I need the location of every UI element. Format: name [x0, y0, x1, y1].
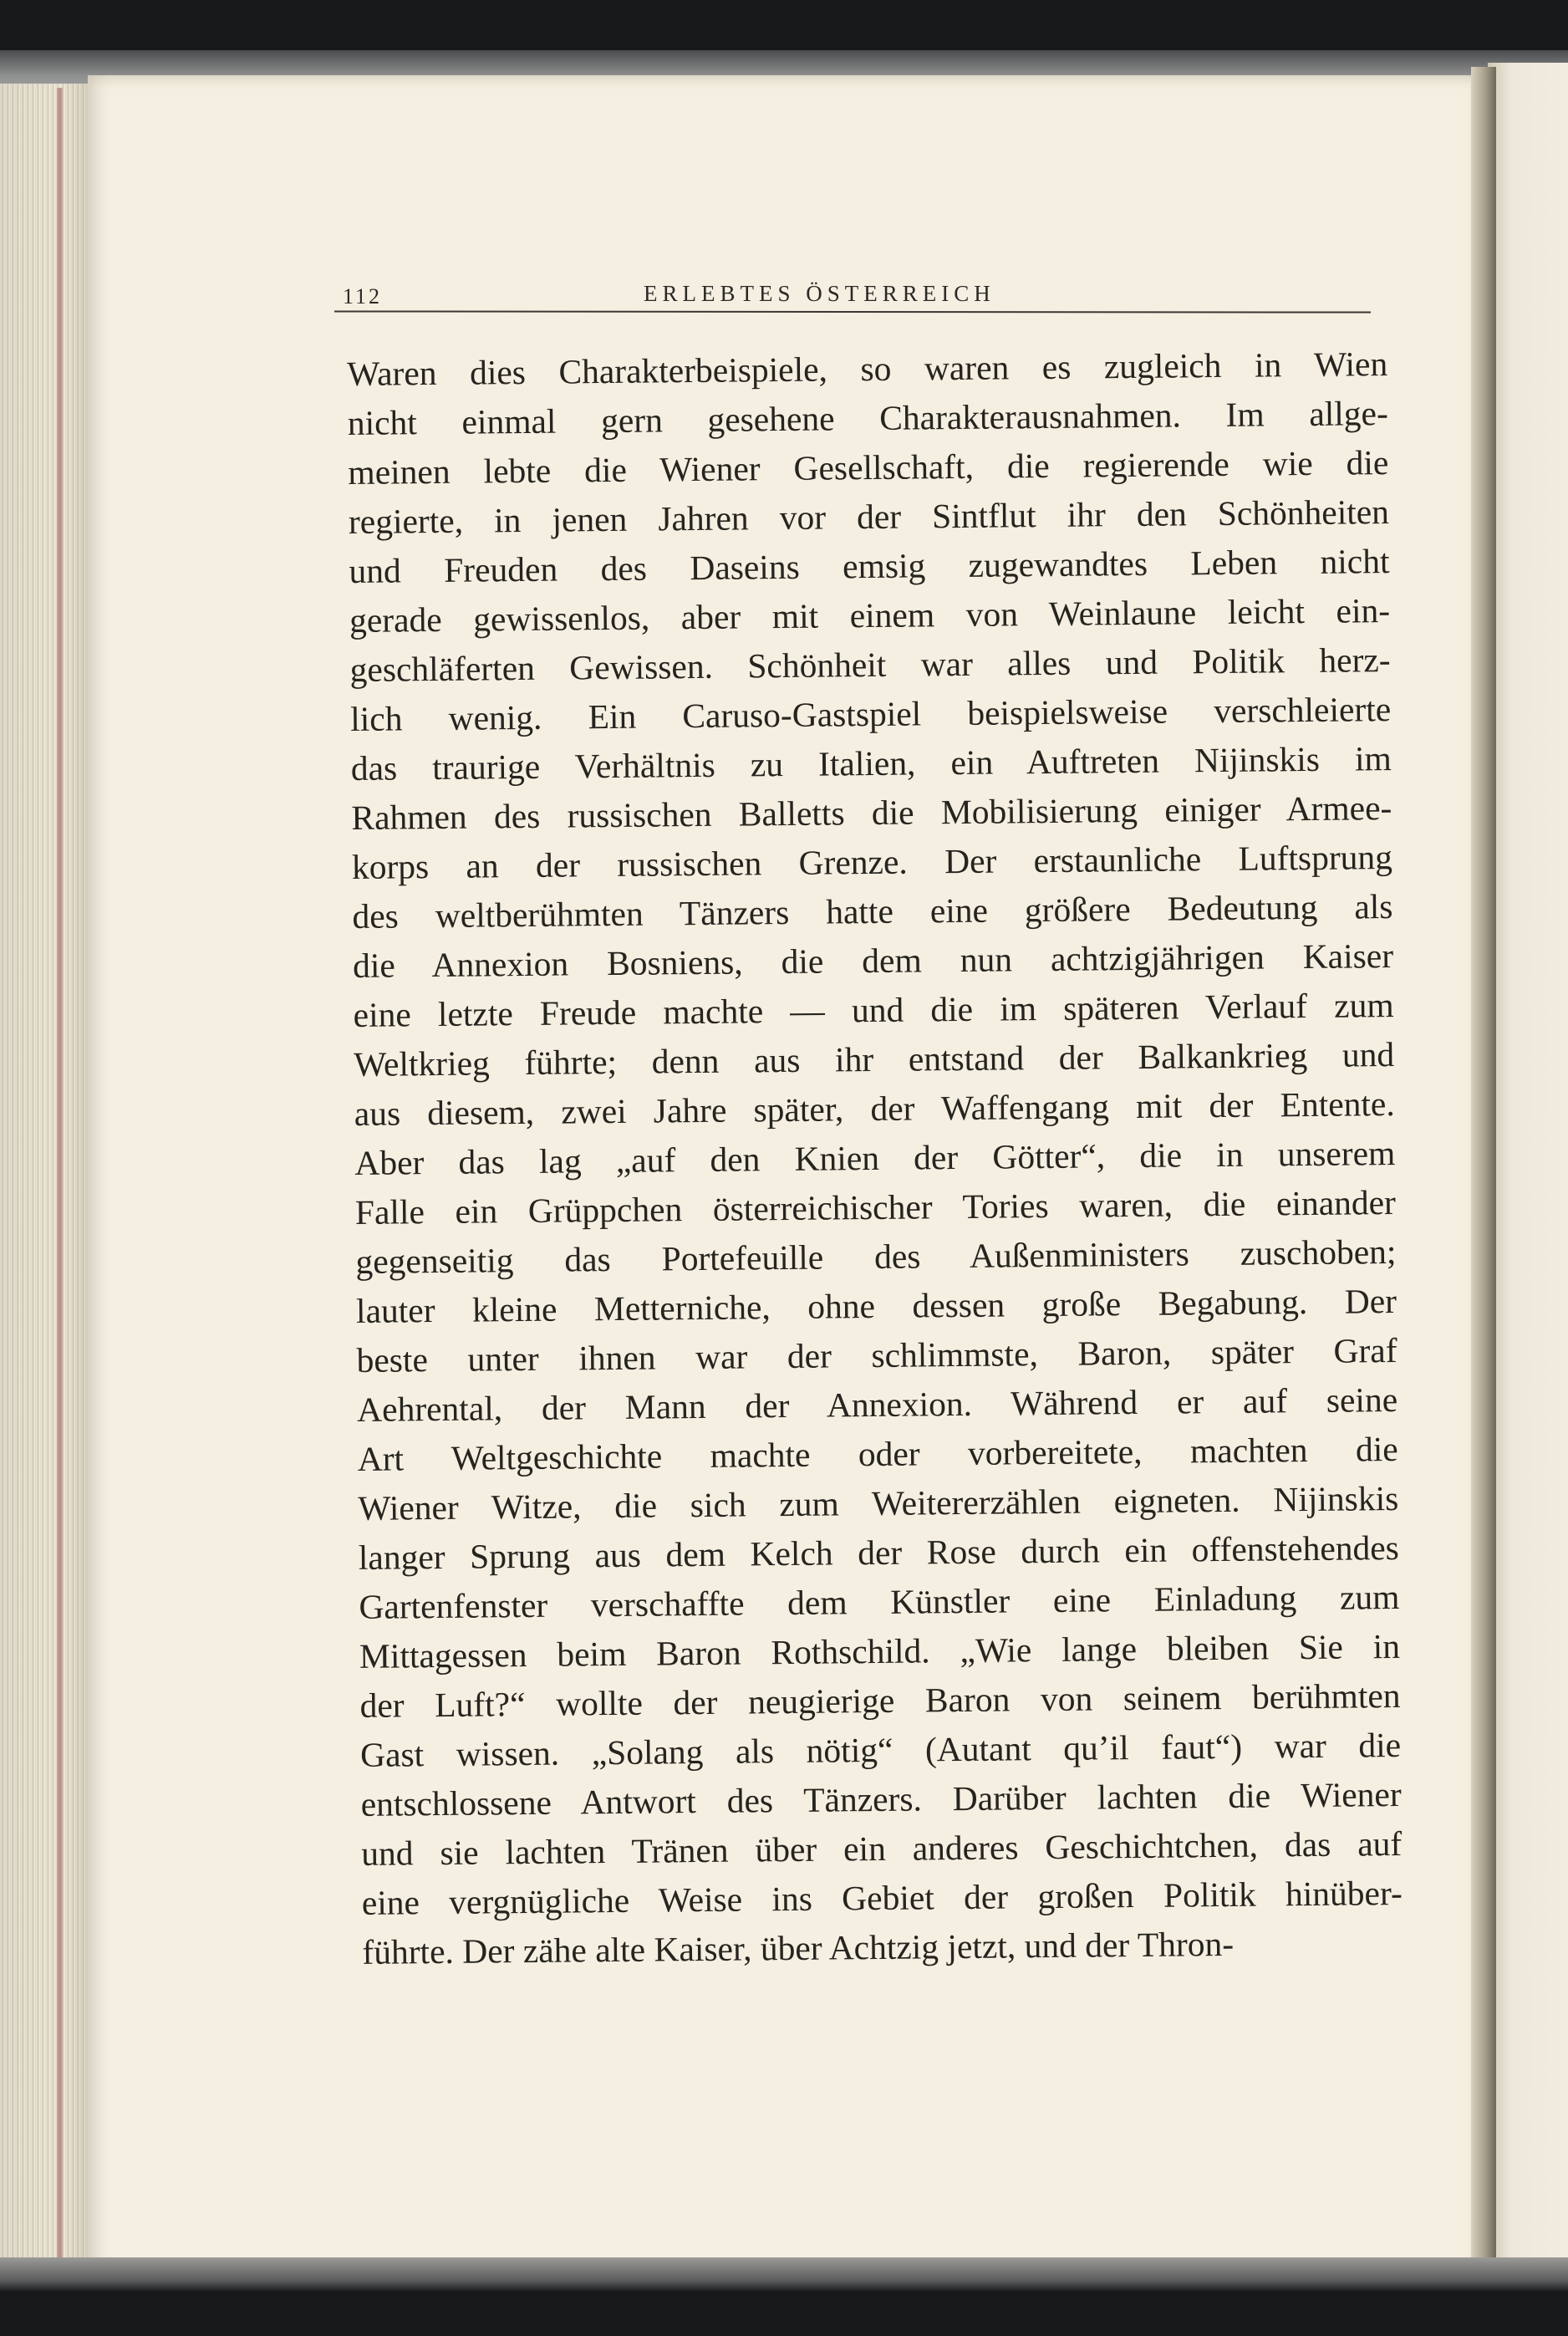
binding-gutter — [1471, 67, 1496, 2282]
text-line: Aber das lag „auf den Knien der Götter“, die in unserem — [354, 1134, 1396, 1182]
text-line: Aehrental, der Mann der Annexion. Während er auf seine — [356, 1380, 1398, 1429]
text-line: das traurige Verhältnis zu Italien, ein Auftreten Nijinskis im — [350, 739, 1392, 788]
text-line: eine letzte Freude machte — und die im späteren Verlauf zum — [353, 986, 1394, 1034]
text-line: meinen lebte die Wiener Gesellschaft, die regierende wie die — [348, 443, 1389, 492]
text-line: und sie lachten Tränen über ein anderes Geschichtchen, das auf — [361, 1823, 1403, 1873]
text-line: geschläferten Gewissen. Schönheit war alles und Politik herz- — [349, 640, 1391, 689]
text-line: nicht einmal gern gesehene Charakterausnahmen. Im allge- — [347, 394, 1389, 442]
text-line: gerade gewissenlos, aber mit einem von Weinlaune leicht ein- — [349, 591, 1391, 640]
text-line: der Luft?“ wollte der neugierige Baron von seinem berühmten — [359, 1675, 1401, 1725]
text-line: Gast wissen. „Solang als nötig“ (Autant qu’il faut“) war die — [359, 1725, 1402, 1774]
cover-cloth-bottom — [0, 2257, 1568, 2291]
text-line: Weltkrieg führte; denn aus ihr entstand der Balkankrieg und — [353, 1035, 1395, 1084]
page-edges-shadow — [0, 84, 100, 2282]
following-page — [1488, 63, 1568, 2287]
text-line: Falle ein Grüppchen österreichischer Tories waren, die einander — [354, 1183, 1397, 1232]
text-line: Wiener Witze, die sich zum Weitererzählen eigneten. Nijinskis — [358, 1478, 1399, 1528]
text-line: langer Sprung aus dem Kelch der Rose durch ein offenstehendes — [358, 1528, 1400, 1577]
text-line: lich wenig. Ein Caruso-Gastspiel beispielsweise verschleierte — [350, 690, 1392, 738]
text-line: eine vergnügliche Weise ins Gebiet der großen Politik hinüber- — [361, 1873, 1403, 1922]
text-line: korps an der russischen Grenze. Der erstaunliche Luftsprung — [351, 838, 1393, 886]
text-line: des weltberühmten Tänzers hatte eine größere Bedeutung als — [352, 887, 1393, 936]
text-line: beste unter ihnen war der schlimmste, Baron, später Graf — [356, 1330, 1397, 1380]
text-line: und Freuden des Daseins emsig zugewandtes Leben nicht — [349, 542, 1390, 590]
text-line: Mittagessen beim Baron Rothschild. „Wie lange bleiben Sie in — [359, 1626, 1401, 1675]
text-line: Waren dies Charakterbeispiele, so waren es zugleich in Wien — [347, 344, 1388, 393]
running-head-title: ERLEBTES ÖSTERREICH — [644, 281, 995, 306]
text-line: Rahmen des russischen Balletts die Mobilisierung einiger Armee- — [351, 788, 1392, 837]
text-line: aus diesem, zwei Jahre später, der Waffengang mit der Entente. — [354, 1084, 1395, 1133]
text-line: Art Weltgeschichte machte oder vorbereitete, machten die — [357, 1429, 1398, 1478]
body-text — [347, 339, 1403, 1977]
text-line: entschlossene Antwort des Tänzers. Darüber lachten die Wiener — [360, 1774, 1402, 1823]
text-line: lauter kleine Metterniche, ohne dessen große Begabung. Der — [355, 1281, 1397, 1330]
text-line: Gartenfenster verschaffte dem Künstler eine Einladung zum — [359, 1577, 1400, 1626]
text-line: regierte, in jenen Jahren vor der Sintflut ihr den Schönheiten — [348, 492, 1390, 541]
text-line: führte. Der zähe alte Kaiser, über Achtzig jetzt, und der Thron- — [362, 1924, 1235, 1971]
page-number: 112 — [343, 284, 383, 309]
text-line: die Annexion Bosniens, die dem nun achtzigjährigen Kaiser — [352, 936, 1394, 985]
text-line: gegenseitig das Portefeuille des Außenministers zuschoben; — [355, 1232, 1397, 1281]
